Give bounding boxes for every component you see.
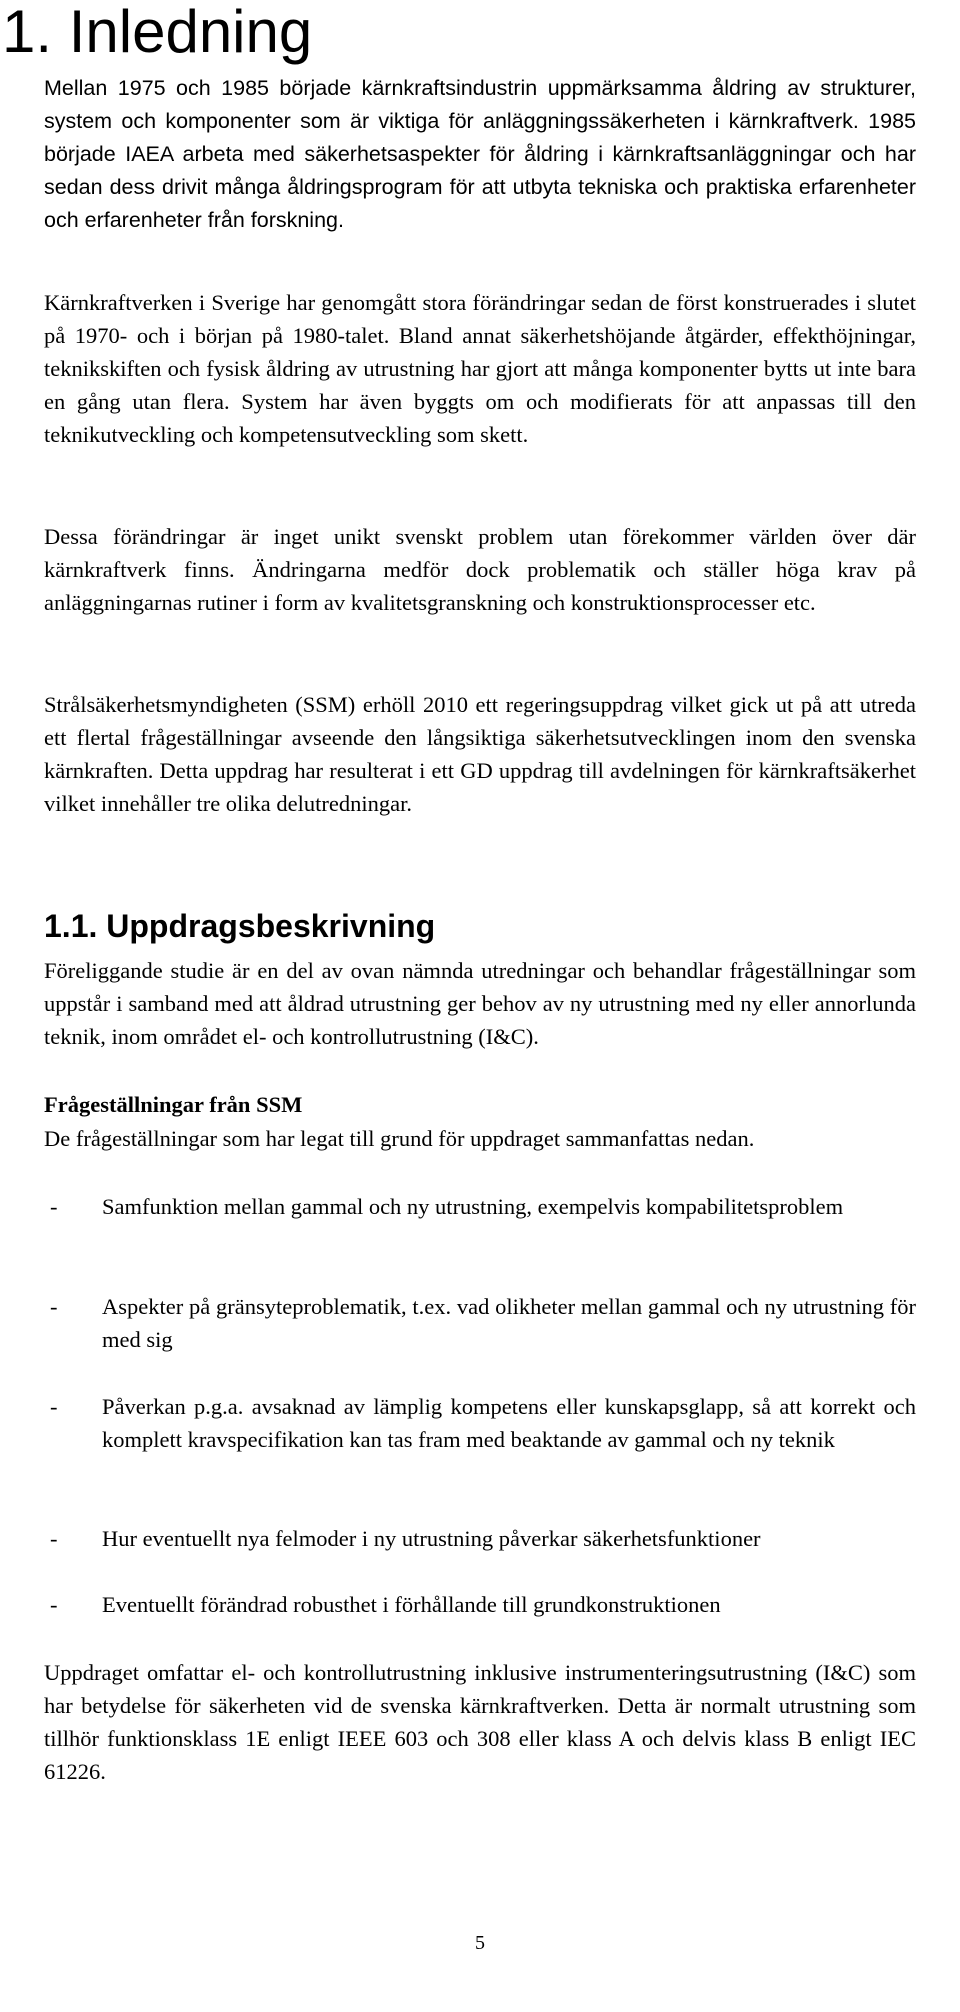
bullet-marker: - [50, 1394, 58, 1419]
chapter-heading: 1. Inledning [2, 0, 313, 65]
bullet-marker: - [50, 1294, 58, 1319]
section-heading: 1.1. Uppdragsbeskrivning [44, 908, 436, 944]
intro-paragraph-2: Kärnkraftverken i Sverige har genomgått stora förändringar sedan de först konstruerades i slutet på 1970- och i början på 1980-talet. Bland annat säkerhetshöjande åtgärder, effekthöjningar, teknikskiften och fysisk åldring av utrustning har gjort att många komponenter bytts ut inte bara en gång utan flera. System har även byggts om och modifierats för att anpassas till den teknikutveckling och kompetensutveckling som skett. [44, 290, 916, 447]
bullet-marker: - [50, 1526, 58, 1551]
page-number: 5 [475, 1932, 485, 1954]
closing-paragraph: Uppdraget omfattar el- och kontrollutrustning inklusive instrumenteringsutrustning (I&C) som har betydelse för säkerheten vid de svenska kärnkraftverken. Detta är normalt utrustning som tillhör funktionsklass 1E enligt IEEE 603 och 308 eller klass A och delvis klass B enligt IEC 61226. [44, 1660, 916, 1784]
intro-paragraph-1: Mellan 1975 och 1985 började kärnkraftsindustrin uppmärksamma åldring av strukturer, system och komponenter som är viktiga för anläggningssäkerheten i kärnkraftverk. 1985 började IAEA arbeta med säkerhetsaspekter för åldring i kärnkraftsanläggningar och har sedan dess drivit många åldringsprogram för att utbyta tekniska och praktiska erfarenheter och erfarenheter från forskning. [44, 76, 916, 232]
list-item-text: Aspekter på gränsyteproblematik, t.ex. vad olikheter mellan gammal och ny utrustning för med sig [102, 1294, 916, 1352]
list-item-text: Samfunktion mellan gammal och ny utrustning, exempelvis kompabilitetsproblem [102, 1194, 844, 1219]
intro-paragraph-4: Strålsäkerhetsmyndigheten (SSM) erhöll 2010 ett regeringsuppdrag vilket gick ut på att utreda ett flertal frågeställningar avseende den långsiktiga säkerhetsutvecklingen inom den svenska kärnkraften. Detta uppdrag har resulterat i ett GD uppdrag till avdelningen för kärnkraftsäkerhet vilket innehåller tre olika delutredningar. [44, 692, 916, 816]
list-item-text: Hur eventuellt nya felmoder i ny utrustning påverkar säkerhetsfunktioner [102, 1526, 761, 1551]
bullet-marker: - [50, 1592, 58, 1617]
bullet-marker: - [50, 1194, 58, 1219]
list-item-text: Påverkan p.g.a. avsaknad av lämplig kompetens eller kunskapsglapp, så att korrekt och komplett kravspecifikation kan tas fram med beaktande av gammal och ny teknik [102, 1394, 916, 1452]
intro-paragraph-3: Dessa förändringar är inget unikt svenskt problem utan förekommer världen över där kärnkraftverk finns. Ändringarna medför dock problematik och ställer höga krav på anläggningarnas rutiner i form av kvalitetsgranskning och konstruktionsprocesser etc. [44, 524, 916, 615]
subheading: Frågeställningar från SSM [44, 1092, 303, 1117]
section-paragraph: Föreliggande studie är en del av ovan nämnda utredningar och behandlar frågeställningar som uppstår i samband med att åldrad utrustning ger behov av ny utrustning med ny eller annorlunda teknik, inom området el- och kontrollutrustning (I&C). [44, 958, 916, 1049]
list-item-text: Eventuellt förändrad robusthet i förhållande till grundkonstruktionen [102, 1592, 721, 1617]
subheading-paragraph: De frågeställningar som har legat till grund för uppdraget sammanfattas nedan. [44, 1126, 755, 1151]
